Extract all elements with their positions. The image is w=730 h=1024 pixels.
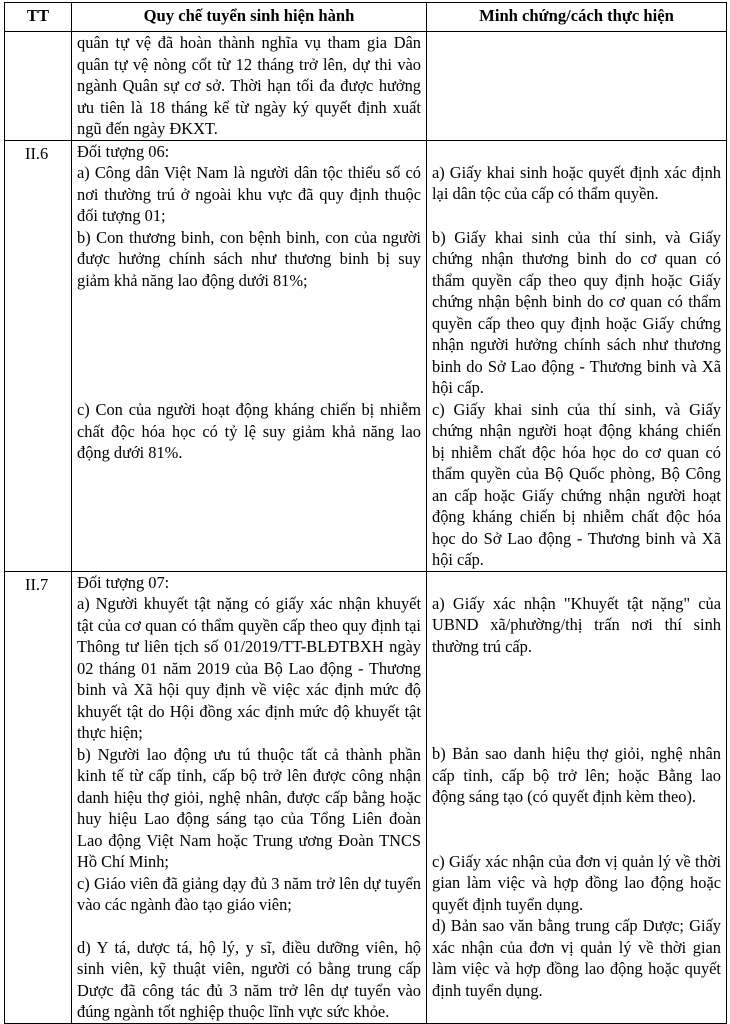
rule-cell (72, 32, 427, 141)
evidence-cell (427, 571, 727, 1023)
evidence-item-a: a) Giấy xác nhận "Khuyết tật nặng" của UBND xã/phường/thị trấn nơi thí sinh thường trú cấp. (432, 593, 721, 656)
rule-item-a: a) Người khuyết tật nặng có giấy xác nhận khuyết tật của cơ quan có thẩm quyền cấp theo quy định tại Thông tư liên tịch số 01/2019/TT-BLĐTBXH ngày 02 tháng 01 năm 2019 của Bộ Lao động - Thương binh và Xã hội quy định về việc xác định mức độ khuyết tật do Hội đồng xác định mức độ khuyết tật thực hiện; (77, 594, 421, 742)
tt-cell: II.7 (5, 571, 72, 1023)
table-row (5, 140, 727, 571)
evidence-item-c: c) Giấy khai sinh của thí sinh, và Giấy chứng nhận người hoạt động kháng chiến bị nhiễm chất độc hóa học do cơ quan có thẩm quyền của Bộ Quốc phòng, Bộ Công an cấp hoặc Giấy chứng nhận người hoạt động kháng chiến bị nhiễm chất độc hóa học do Sở Lao động - Thương binh và Xã hội cấp. (432, 399, 721, 569)
rule-item-b: b) Con thương binh, con bệnh binh, con của người được hưởng chính sách như thương binh bị suy giảm khả năng lao động dưới 81%; (77, 227, 421, 290)
evidence-item-b: b) Bản sao danh hiệu thợ giỏi, nghệ nhân cấp tỉnh, cấp bộ trở lên; hoặc Bằng lao động sáng tạo (có quyết định kèm theo). (432, 744, 721, 806)
header-tt: TT (5, 3, 72, 32)
tt-cell: II.6 (5, 140, 72, 571)
rule-item-a: a) Công dân Việt Nam là người dân tộc thiểu số có nơi thường trú ở ngoài khu vực đã quy định thuộc đối tượng 01; (77, 163, 421, 225)
rule-item-d: d) Y tá, dược tá, hộ lý, y sĩ, điều dưỡng viên, hộ sinh viên, kỹ thuật viên, người có bằng trung cấp Dược đã công tác đủ 3 năm trở lên dự tuyển vào đúng ngành tốt nghiệp thuộc lĩnh vực sức khỏe. (77, 937, 421, 1021)
tt-cell (5, 32, 72, 141)
rule-cell (72, 571, 427, 1023)
evidence-item-b: b) Giấy khai sinh của thí sinh, và Giấy chứng nhận thương binh do cơ quan có thẩm quyền cấp theo quy định hoặc Giấy chứng nhận bệnh binh do cơ quan có thẩm quyền cấp theo quy định hoặc Giấy chứng nhận người hưởng chính sách như thương binh do Sở Lao động - Thương binh và Xã hội cấp. (432, 227, 721, 397)
rule-item-c: c) Con của người hoạt động kháng chiến bị nhiễm chất độc hóa học có tỷ lệ suy giảm khả năng lao động dưới 81%. (77, 400, 421, 462)
rule-text: quân tự vệ đã hoàn thành nghĩa vụ tham gia Dân quân tự vệ nòng cốt từ 12 tháng trở lên, dự thi vào ngành Quân sự cơ sở. Thời hạn tối đa được hưởng ưu tiên là 18 tháng kể từ ngày ký quyết định xuất ngũ đến ngày ĐKXT. (77, 33, 421, 138)
table-header-row (5, 3, 727, 32)
evidence-cell (427, 140, 727, 571)
evidence-item-a: a) Giấy khai sinh hoặc quyết định xác định lại dân tộc của cấp có thẩm quyền. (432, 162, 721, 203)
evidence-item-c: c) Giấy xác nhận của đơn vị quản lý về thời gian làm việc và hợp đồng lao động hoặc quyết định tuyển dụng. (432, 851, 721, 914)
admission-rules-table (4, 2, 727, 1024)
header-evidence: Minh chứng/cách thực hiện (427, 3, 727, 32)
rule-item-c: c) Giáo viên đã giảng dạy đủ 3 năm trở lên dự tuyển vào các ngành đào tạo giáo viên; (77, 873, 421, 914)
header-rule: Quy chế tuyển sinh hiện hành (72, 3, 427, 32)
evidence-item-d: d) Bản sao văn bằng trung cấp Dược; Giấy xác nhận của đơn vị quản lý về thời gian làm việc và hợp đồng lao động hoặc quyết định tuyển dụng. (432, 916, 721, 1000)
rule-item-b: b) Người lao động ưu tú thuộc tất cả thành phần kinh tế từ cấp tỉnh, cấp bộ trở lên được công nhận danh hiệu thợ giỏi, nghệ nhân, được cấp bằng hoặc huy hiệu Lao động sáng tạo của Tổng Liên đoàn Lao động Việt Nam hoặc Trung ương Đoàn TNCS Hồ Chí Minh; (77, 744, 421, 871)
rule-cell (72, 140, 427, 571)
subject-title: Đối tượng 06: (77, 141, 170, 161)
table-row (5, 571, 727, 1023)
table-row (5, 32, 727, 141)
subject-title: Đối tượng 07: (77, 572, 170, 592)
evidence-cell (427, 32, 727, 141)
